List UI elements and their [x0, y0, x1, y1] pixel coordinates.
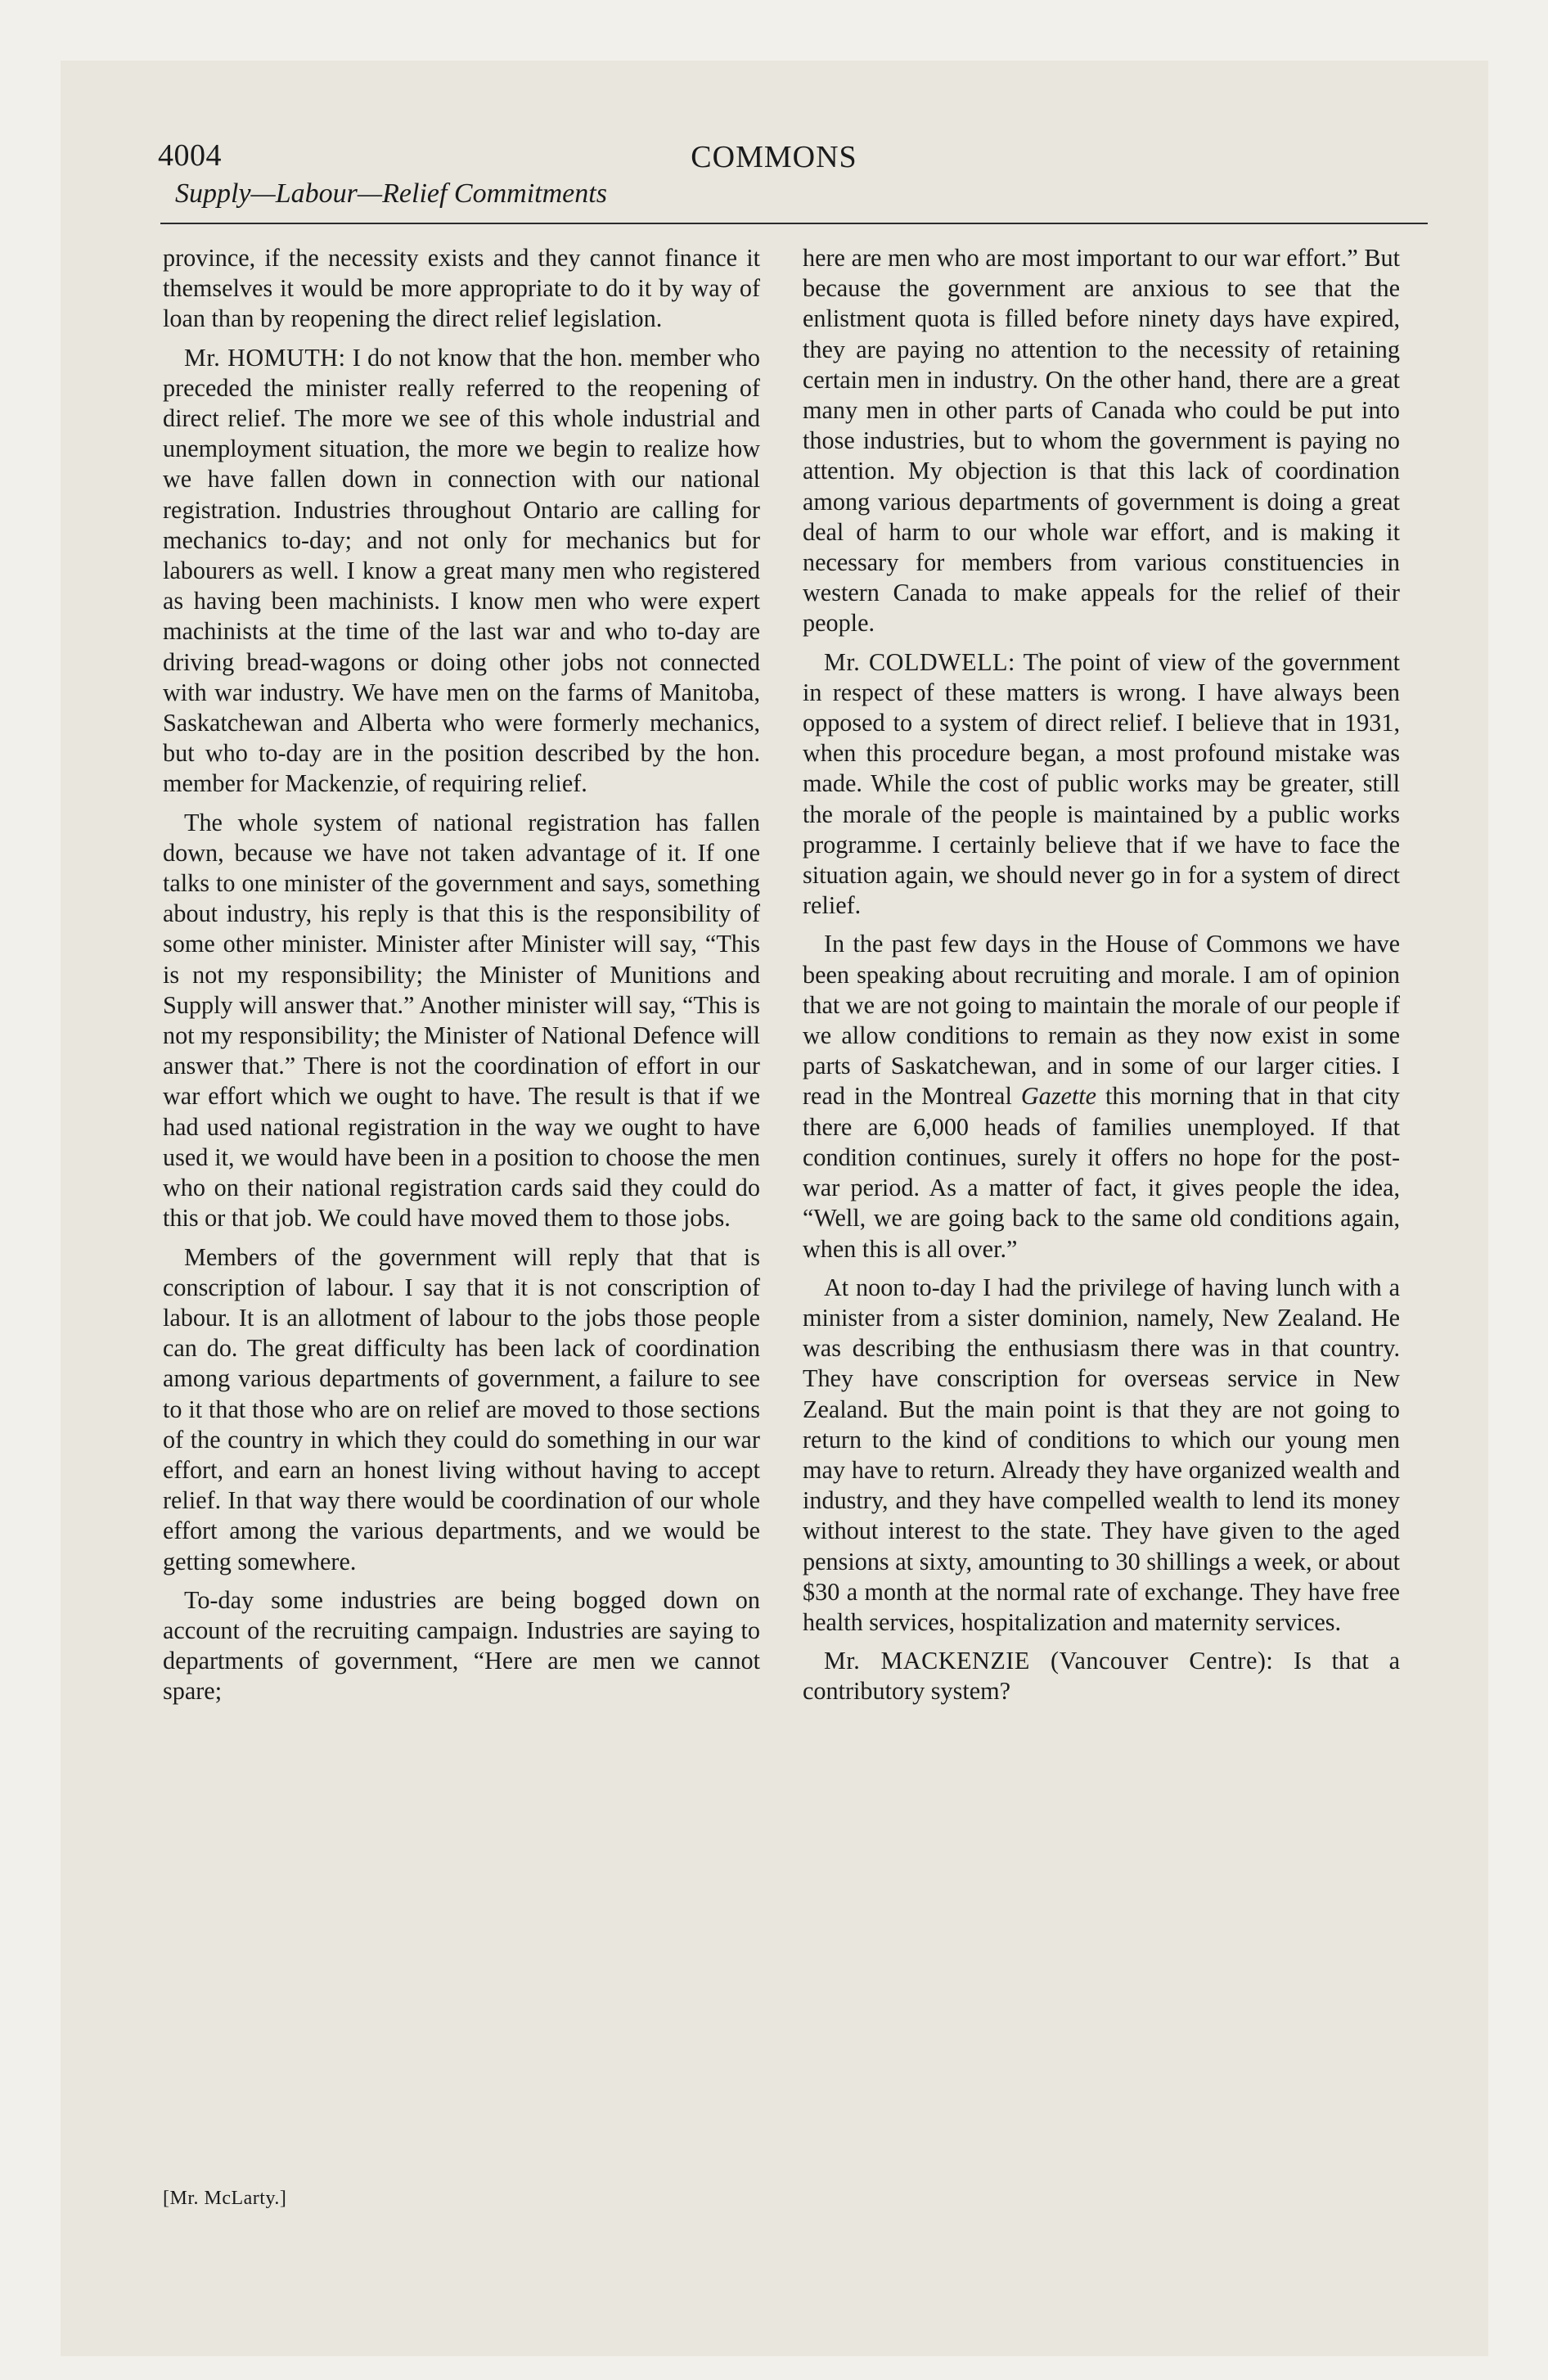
paragraph: Members of the government will reply that that is conscription of labour. I say that it is not conscription of labour. It is an allotment of labour to the jobs those people can do. The great difficulty has been lack of coordination among various departments of government, a failure to see to it that those who are on relief are moved to those sections of the country in which they could do something in our war effort, and earn an honest living without having to accept relief. In that way there would be coordination of our whole effort among the various departments, and we would be getting somewhere. [163, 1242, 760, 1575]
paragraph-text: this morning that in that city there are 6,000 heads of families unemployed. If that condition continues, surely it offers no hope for the post-war period. As a matter of fact, it gives people the idea, “Well, we are going back to the same old conditions again, when this is all over.” [803, 1082, 1400, 1263]
paragraph-text: In the past few days in the House of Commons we have been speaking about recruiting and morale. I am of opinion that we are not going to maintain the morale of our people if we allow conditions to remain as they now exist in some parts of Saskatchewan, and in some of our larger cities. I read in the Montreal [803, 930, 1400, 1111]
paragraph: At noon to-day I had the privilege of having lunch with a minister from a sister dominion, namely, New Zealand. He was describing the enthusiasm there was in that country. They have conscription for overseas service in New Zealand. But the main point is that they are not going to return to the kind of conditions to which our young men may have to return. Already they have organized wealth and industry, and they have compelled wealth to lend its money without interest to the state. They have given to the aged pensions at sixty, amounting to 30 shillings a week, or about $30 a month at the normal rate of exchange. They have free health services, hospitalization and maternity services. [803, 1273, 1400, 1636]
paragraph [163, 343, 760, 800]
paragraph-text: The point of view of the government in respect of these matters is wrong. I have always been opposed to a system of direct relief. I believe that in 1931, when this procedure began, a most profound mistake was made. While the cost of public works may be greater, still the morale of the people is maintained by a public works programme. I certainly believe that if we have to face the situation again, we should never go in for a system of direct relief. [803, 647, 1400, 920]
speaker-name: Mr. MACKENZIE (Vancouver Centre): [824, 1647, 1274, 1675]
newspaper-title: Gazette [1020, 1082, 1097, 1111]
header-rule [160, 223, 1428, 224]
speaker-name: Mr. COLDWELL: [824, 647, 1015, 676]
paragraph [803, 1646, 1400, 1706]
paragraph [803, 929, 1400, 1264]
paragraph-text: Is that a contributory system? [803, 1647, 1400, 1706]
page-number: 4004 [158, 138, 222, 173]
page-header: COMMONS [691, 140, 857, 174]
section-title: Supply—Labour—Relief Commitments [175, 178, 607, 209]
paragraph-text: I do not know that the hon. member who preceded the minister really referred to the reopening of direct relief. The more we see of this whole industrial and unemployment situation, the more we begin to realize how we have fallen down in connection with our national registration. Industries throughout Ontario are calling for mechanics to-day; and not only for mechanics but for labourers as well. I know a great many men who registered as having been machinists. I know men who were expert machinists at the time of the last war and who to-day are driving bread-wagons or doing other jobs not connected with war industry. We have men on the farms of Manitoba, Saskatchewan and Alberta who were formerly mechanics, but who to-day are in the position described by the hon. member for Mackenzie, of requiring relief. [163, 343, 760, 798]
speaker-name: Mr. HOMUTH: [184, 343, 346, 372]
paragraph: To-day some industries are being bogged down on account of the recruiting campaign. Industries are saying to departments of government, “Here are men we cannot spare; [163, 1585, 760, 1706]
right-column [803, 243, 1400, 2240]
paragraph: The whole system of national registration has fallen down, because we have not taken advantage of it. If one talks to one minister of the government and says, something about industry, his reply is that this is the responsibility of some other minister. Minister after Minister will say, “This is not my responsibility; the Minister of Munitions and Supply will answer that.” Another minister will say, “This is not my responsibility; the Minister of National Defence will answer that.” There is not the coordination of effort in our war effort which we ought to have. The result is that if we had used national registration in the way we ought to have used it, we would have been in a position to choose the men who on their national registration cards said they could do this or that job. We could have moved them to those jobs. [163, 808, 760, 1233]
left-column [163, 243, 760, 2240]
footer-attribution: [Mr. McLarty.] [163, 2188, 287, 2209]
paragraph: province, if the necessity exists and they cannot finance it themselves it would be more appropriate to do it by way of loan than by reopening the direct relief legislation. [163, 244, 760, 333]
paragraph: here are men who are most important to our war effort.” But because the government are anxious to see that the enlistment quota is filled before ninety days have expired, they are paying no attention to the necessity of retaining certain men in industry. On the other hand, there are a great many men in other parts of Canada who could be put into those industries, but to whom the government is paying no attention. My objection is that this lack of coordination among various departments of government is doing a great deal of harm to our whole war effort, and is making it necessary for members from various constituencies in western Canada to make appeals for the relief of their people. [803, 244, 1400, 638]
paragraph [803, 647, 1400, 922]
